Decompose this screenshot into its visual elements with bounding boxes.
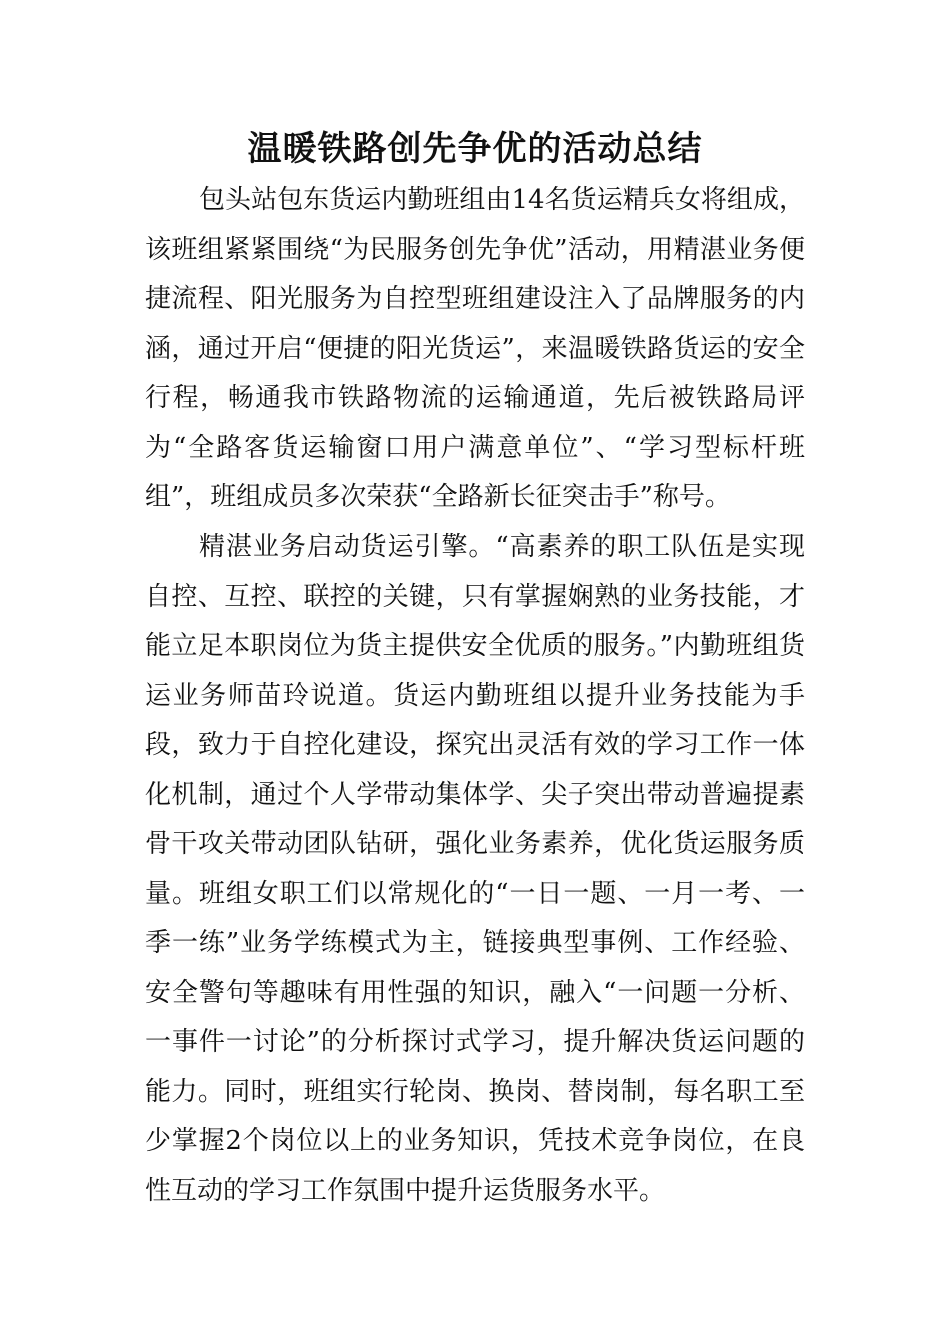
paragraph-intro: 包头站包东货运内勤班组由14名货运精兵女将组成，该班组紧紧围绕“为民服务创先争优”活动，用精湛业务便捷流程、阳光服务为自控型班组建设注入了品牌服务的内涵，通过开启“便捷的阳光货运”，来温暖铁路货运的安全行程，畅通我市铁路物流的运输通道，先后被铁路局评为“全路客货运输窗口用户满意单位”、“学习型标杆班组”，班组成员多次荣获“全路新长征突击手”称号。 (145, 185, 805, 512)
paragraph-business-skills: 精湛业务启动货运引擎。“高素养的职工队伍是实现自控、互控、联控的关键，只有掌握娴熟的业务技能，才能立足本职岗位为货主提供安全优质的服务。”内勤班组货运业务师苗玲说道。货运内勤班组以提升业务技能为手段，致力于自控化建设，探究出灵活有效的学习工作一体化机制，通过个人学带动集体学、尖子突出带动普遍提素骨干攻关带动团队钻研，强化业务素养，优化货运服务质量。班组女职工们以常规化的“一日一题、一月一考、一季一练”业务学练模式为主，链接典型事例、工作经验、安全警句等趣味有用性强的知识，融入“一问题一分析、一事件一讨论”的分析探讨式学习，提升解决货运问题的能力。同时，班组实行轮岗、换岗、替岗制，每名职工至少掌握2个岗位以上的业务知识，凭技术竞争岗位，在良性互动的学习工作氛围中提升运货服务水平。 (145, 532, 805, 1206)
document-title: 温暖铁路创先争优的活动总结 (247, 129, 703, 169)
